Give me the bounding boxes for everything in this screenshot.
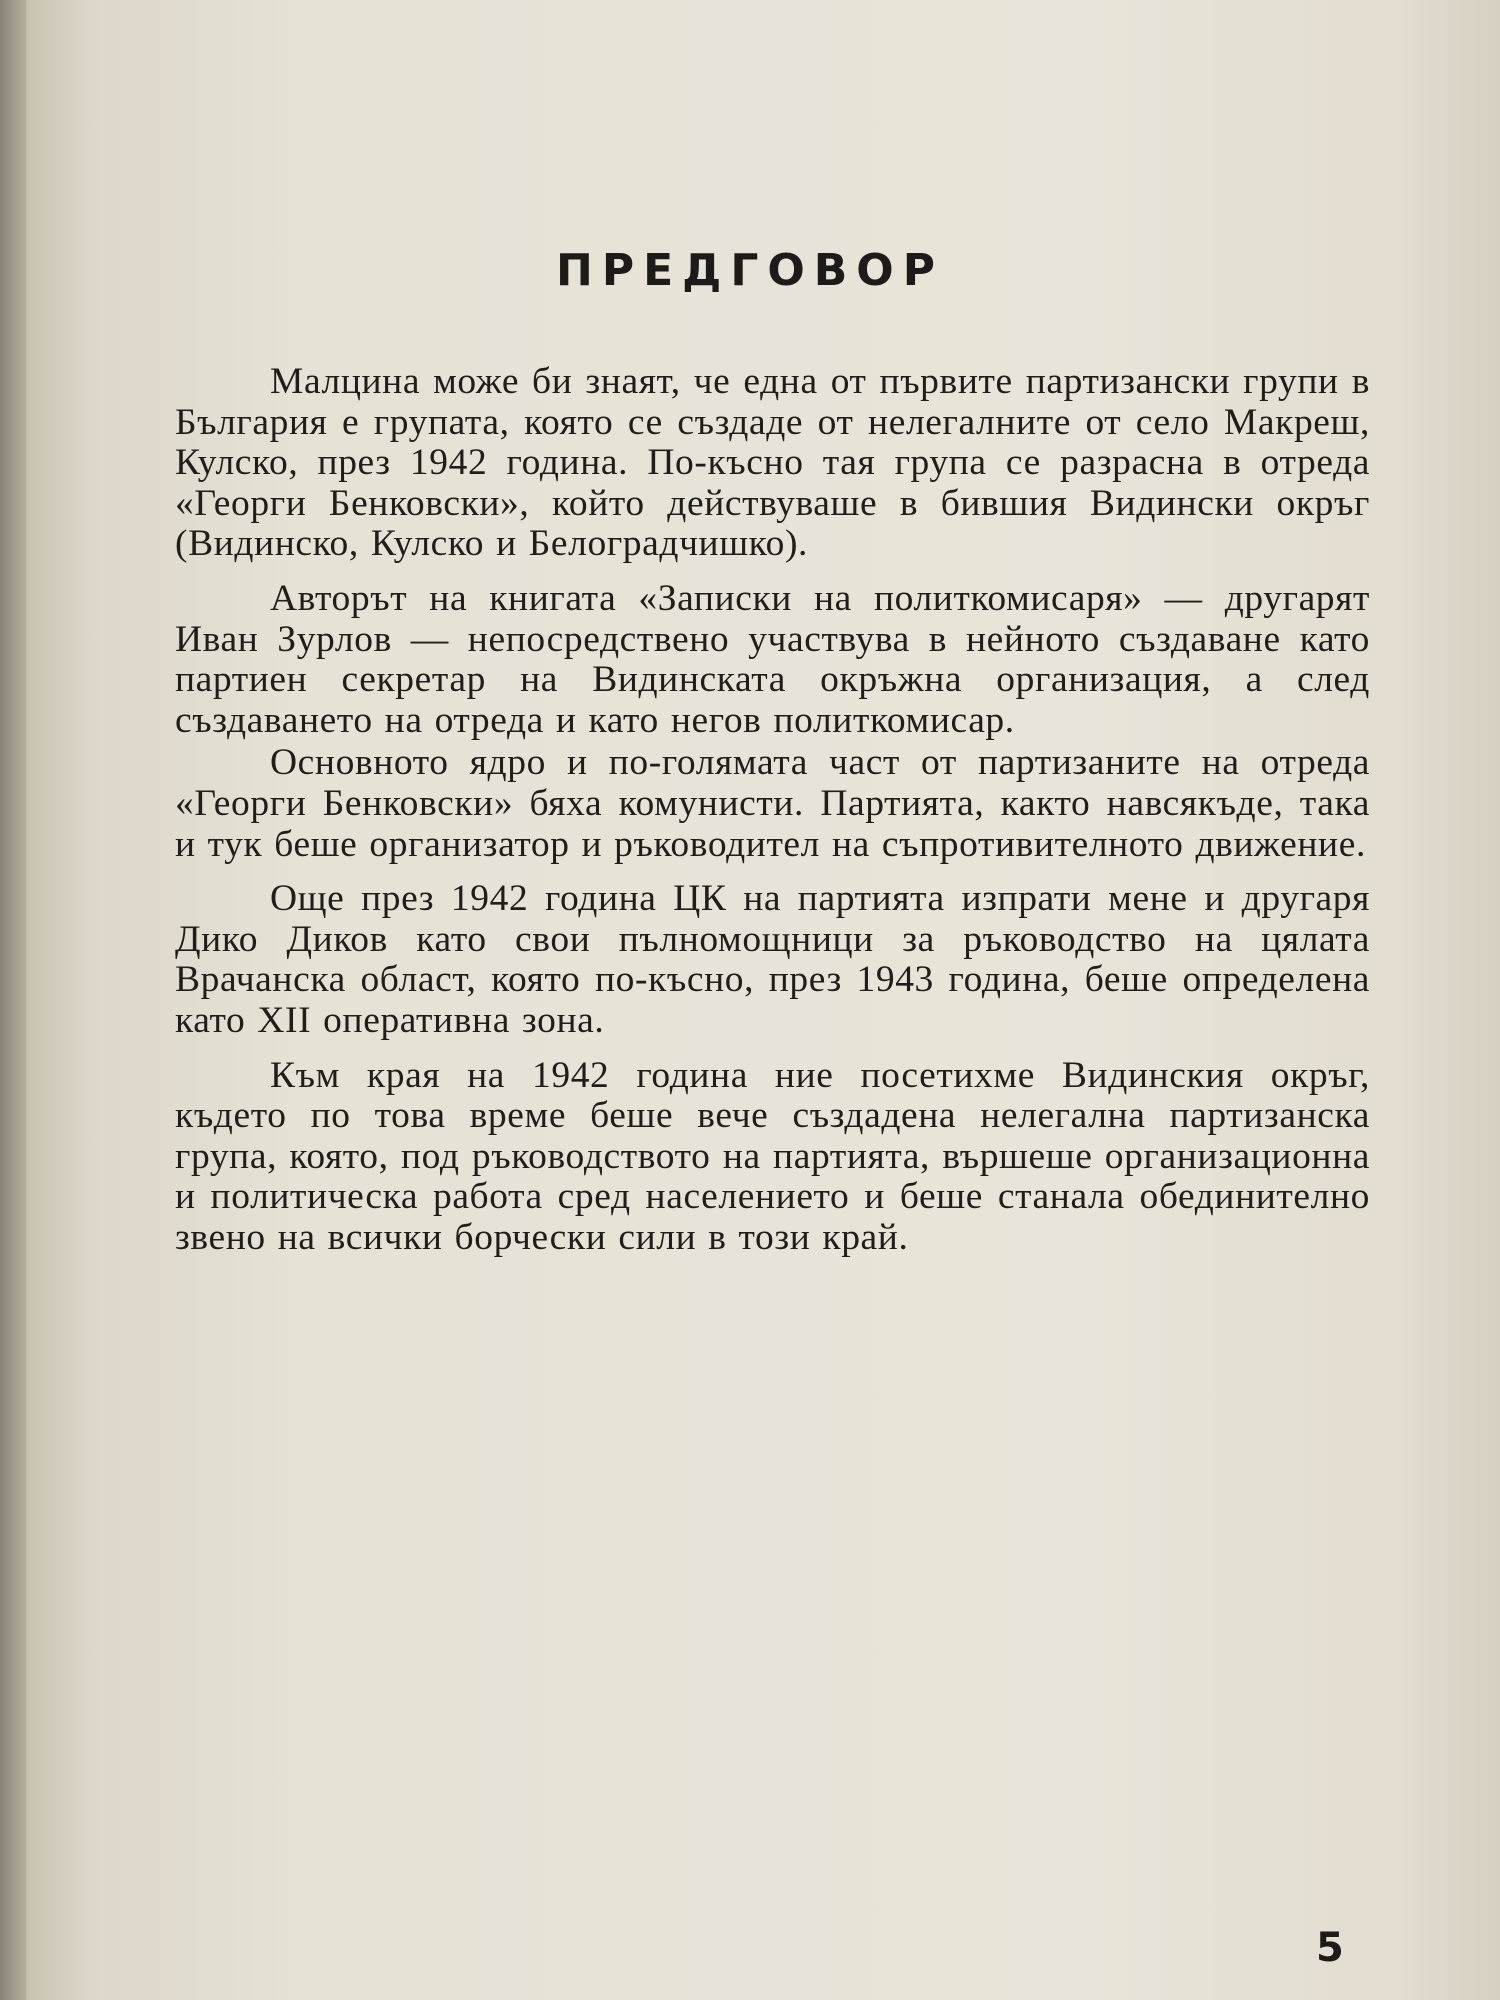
paragraph-4: Още през 1942 година ЦК на партията изпрати мене и другаря Дико Диков като свои пълномощници за ръководство на цялата Врачанска област, която по-късно, през 1943 година, беше определена като XII оперативна зона. (175, 878, 1370, 1041)
page-number: 5 (1316, 1925, 1344, 1971)
page-title: ПРЕДГОВОР (556, 245, 944, 296)
paragraph-1: Малцина може би знаят, че една от първите партизански групи в България е групата, която се създаде от нелегалните от село Макреш, Кулско, през 1942 година. По-късно тая група се разрасна в отреда «Георги Бенковски», който действуваше в бившия Видински окръг (Видинско, Кулско и Белоградчишко). (175, 361, 1370, 565)
paragraph-3: Основното ядро и по-голямата част от партизаните на отреда «Георги Бенковски» бяха комунисти. Партията, както навсякъде, така и тук беше организатор и ръководител на съпротивителното движение. (175, 742, 1370, 865)
body-text (175, 362, 1370, 1258)
paragraph-5: Към края на 1942 година ние посетихме Видинския окръг, където по това време беше вече създадена нелегална партизанска група, която, под ръководството на партията, вършеше организационна и политическа работа сред населението и беше станала обединително звено на всички борчески сили в този край. (175, 1054, 1370, 1258)
paragraph-2: Авторът на книгата «Записки на политкомисаря» — другарят Иван Зурлов — непосредствено участвува в нейното създаване като партиен секретар на Видинската окръжна организация, а след създаването на отреда и като негов политкомисар. (175, 577, 1370, 741)
